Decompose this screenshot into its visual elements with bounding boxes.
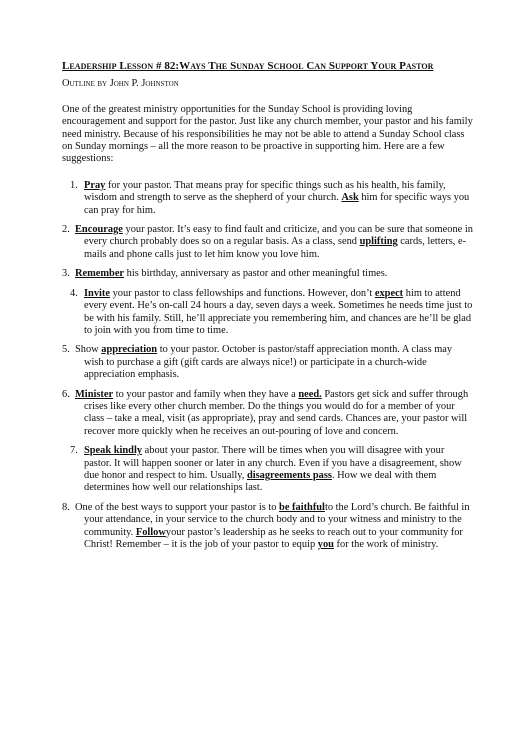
item-text [75, 502, 470, 550]
list-item [62, 344, 474, 381]
text-run: cards, letters, e-mails and phone calls just to let him know you love him. [84, 236, 467, 260]
keyword: be faithful [279, 501, 325, 513]
text-run: . How we deal with them determines how well our relationships last. [84, 469, 437, 494]
keyword: Encourage [75, 224, 123, 236]
keyword: uplifting [359, 236, 398, 248]
item-text [84, 180, 469, 216]
item-text [75, 389, 468, 437]
list-item [62, 445, 474, 495]
author-line: Outline by John P. Johnston [62, 78, 179, 90]
item-text [84, 288, 472, 336]
item-number: 8. [62, 501, 70, 513]
text-run: for the work of ministry. [333, 539, 439, 550]
text-run: Show [75, 344, 102, 356]
lesson-title: Leadership Lesson # 82:Ways The Sunday School Can Support Your Pastor [62, 60, 434, 72]
item-number: 3. [62, 268, 70, 280]
keyword: need. [298, 388, 322, 400]
keyword: Ask [341, 192, 359, 204]
list-item [62, 288, 474, 338]
text-run: for your pastor. That means pray for specific things such as his health, his family, wisdom and strength to serve as the shepherd of your church. [84, 179, 446, 204]
document-page [62, 60, 474, 558]
text-run: One of the best ways to support your pastor is to [75, 501, 280, 513]
keyword: you [317, 539, 334, 550]
item-number: 5. [62, 344, 70, 356]
keyword: Follow [135, 526, 166, 538]
item-text [84, 445, 462, 493]
item-text [75, 344, 452, 380]
list-item [62, 389, 474, 439]
list-item [62, 180, 474, 217]
item-number: 1. [70, 179, 78, 191]
keyword: appreciation [101, 344, 158, 356]
suggestions-list [62, 180, 474, 552]
text-run: his birthday, anniversary as pastor and other meaningful times. [124, 268, 388, 280]
keyword: Invite [84, 287, 110, 299]
list-item [62, 502, 474, 552]
keyword: Speak kindly [84, 445, 143, 457]
text-run: your pastor to class fellowships and functions. However, don’t [109, 287, 375, 299]
item-number: 7. [70, 445, 78, 457]
keyword: Remember [75, 268, 125, 280]
text-run: to your pastor. October is pastor/staff appreciation month. A class may wish to purchase a gift (gift cards are always nice!) or participate in a church-wide appreciation emphasis. [84, 344, 453, 381]
keyword: expect [374, 287, 404, 299]
text-run: to your pastor and family when they have a [113, 388, 299, 400]
keyword: disagreements pass [246, 469, 332, 481]
item-text [75, 224, 473, 260]
list-item [62, 224, 474, 261]
text-run: about your pastor. There will be times when you will disagree with your pastor. It will happen sooner or later in any church. Even if you have a disagreement, show due honor and respect to him. Usually, [84, 445, 462, 481]
item-number: 2. [62, 224, 70, 236]
text-run: your pastor’s leadership as he seeks to reach out to your community for Christ! Remember – it is the job of your pastor to equip [84, 526, 463, 550]
item-number: 6. [62, 388, 70, 400]
text-run: him to attend every event. He’s on-call 24 hours a day, seven days a week. Sometimes he needs time just to be with his family. Still, he’ll appreciate you remembering him, and chances are he’ll be glad to join with you from time to time. [84, 287, 473, 336]
text-run: Pastors get sick and suffer through crises like every other church member. Do the things you would do for a member of your class – take a meal, visit (as appropriate), pray and send cards. Chances are, your pastor will recover more quickly when he receives an out-pouring of love and concern. [84, 388, 469, 437]
text-run: him for specific ways you can pray for him. [84, 192, 470, 216]
intro-paragraph: One of the greatest ministry opportunities for the Sunday School is providing loving encouragement and support for the pastor. Just like any church member, your pastor and his family need ministry. Because of his responsibilities he may not be able to attend a Sunday School class on Sunday mornings – all the more reason to be proactive in supporting him. Here are a few suggestions: [62, 103, 473, 165]
keyword: Pray [84, 179, 106, 191]
list-item [62, 268, 474, 280]
text-run: your pastor. It’s easy to find fault and criticize, and you can be sure that someone in every church probably does so on a regular basis. As a class, send [84, 224, 473, 248]
item-number: 4. [70, 287, 78, 299]
text-run: to the Lord’s church. Be faithful in your attendance, in your service to the church body and to your witness and ministry to the community. [84, 501, 470, 538]
keyword: Minister [75, 388, 114, 400]
item-text [75, 268, 387, 279]
